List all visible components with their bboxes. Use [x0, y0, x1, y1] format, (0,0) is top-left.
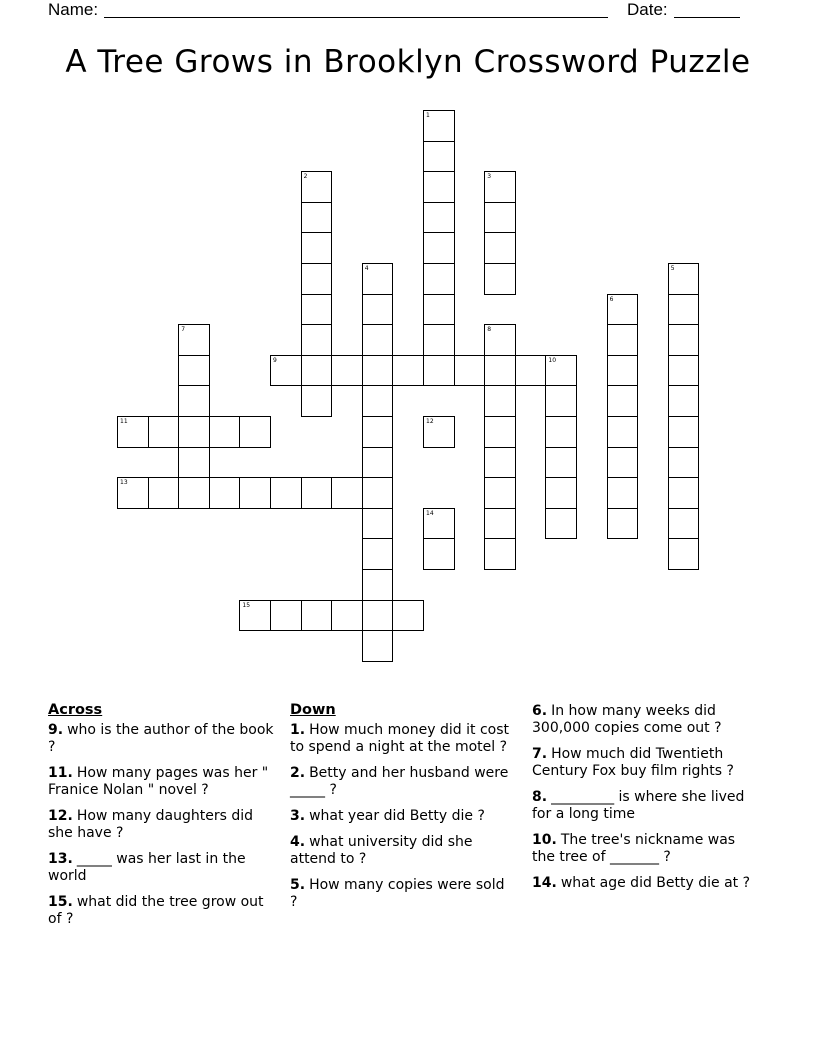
crossword-cell[interactable] [607, 416, 639, 448]
crossword-cell[interactable] [362, 630, 394, 662]
crossword-cell[interactable] [362, 508, 394, 540]
crossword-cell[interactable] [484, 385, 516, 417]
crossword-cell[interactable] [362, 538, 394, 570]
crossword-cell[interactable] [545, 447, 577, 479]
crossword-cell[interactable] [301, 324, 333, 356]
crossword-cell[interactable] [301, 600, 333, 632]
crossword-cell[interactable] [484, 324, 516, 356]
crossword-cell[interactable] [545, 477, 577, 509]
crossword-cell[interactable] [392, 600, 424, 632]
crossword-cell[interactable] [668, 324, 700, 356]
clue-item: 15. what did the tree grow out of ? [48, 894, 264, 927]
crossword-cell[interactable] [270, 477, 302, 509]
crossword-cell[interactable] [545, 355, 577, 387]
crossword-cell[interactable] [423, 324, 455, 356]
crossword-cell[interactable] [668, 385, 700, 417]
crossword-cell[interactable] [484, 171, 516, 203]
crossword-cell[interactable] [423, 232, 455, 264]
crossword-cell[interactable] [331, 600, 363, 632]
crossword-cell[interactable] [239, 600, 271, 632]
crossword-cell[interactable] [668, 538, 700, 570]
crossword-cell[interactable] [423, 416, 455, 448]
crossword-cell[interactable] [668, 294, 700, 326]
crossword-cell[interactable] [270, 600, 302, 632]
clue-item: 13. _____ was her last in the world [48, 851, 246, 884]
crossword-cell[interactable] [484, 202, 516, 234]
crossword-cell[interactable] [362, 477, 394, 509]
crossword-cell[interactable] [484, 447, 516, 479]
down-heading: Down [290, 702, 336, 718]
crossword-cell[interactable] [331, 477, 363, 509]
crossword-cell[interactable] [423, 110, 455, 142]
crossword-cell[interactable] [239, 477, 271, 509]
crossword-cell[interactable] [545, 385, 577, 417]
cell-number: 5 [670, 265, 675, 272]
crossword-cell[interactable] [545, 508, 577, 540]
across-heading: Across [48, 702, 103, 718]
cell-number: 2 [303, 173, 308, 181]
crossword-cell[interactable] [178, 385, 210, 417]
crossword-cell[interactable] [484, 355, 516, 387]
crossword-cell[interactable] [423, 263, 455, 295]
crossword-cell[interactable] [331, 355, 363, 387]
crossword-cell[interactable] [239, 416, 271, 448]
cell-number: 12 [426, 418, 434, 425]
crossword-cell[interactable] [607, 447, 639, 479]
page-title: A Tree Grows in Brooklyn Crossword Puzzle [65, 44, 751, 80]
cell-number: 14 [426, 509, 434, 517]
cell-number: 11 [120, 418, 128, 425]
crossword-cell[interactable] [423, 294, 455, 326]
crossword-cell[interactable] [668, 263, 700, 295]
cell-number: 8 [487, 326, 492, 334]
crossword-cell[interactable] [301, 477, 333, 509]
crossword-cell[interactable] [362, 294, 394, 326]
crossword-cell[interactable] [668, 355, 700, 387]
crossword-cell[interactable] [301, 294, 333, 326]
crossword-cell[interactable] [423, 171, 455, 203]
clue-item: 12. How many daughters did she have ? [48, 808, 253, 841]
crossword-cell[interactable] [392, 355, 424, 387]
crossword-cell[interactable] [362, 416, 394, 448]
crossword-cell[interactable] [117, 416, 149, 448]
clue-item: 8. _________ is where she lived for a long time [532, 789, 745, 822]
crossword-cell[interactable] [178, 447, 210, 479]
crossword-cell[interactable] [423, 538, 455, 570]
date-label: Date: [627, 0, 668, 19]
down-clues-continued [532, 703, 760, 901]
crossword-cell[interactable] [362, 447, 394, 479]
clue-item: 11. How many pages was her " Franice Nolan " novel ? [48, 765, 269, 798]
crossword-cell[interactable] [607, 477, 639, 509]
clue-item: 4. what university did she attend to ? [290, 834, 473, 867]
crossword-cell[interactable] [607, 294, 639, 326]
crossword-cell[interactable] [301, 385, 333, 417]
cell-number: 6 [609, 295, 614, 303]
crossword-cell[interactable] [301, 355, 333, 387]
crossword-cell[interactable] [178, 355, 210, 387]
crossword-cell[interactable] [484, 416, 516, 448]
clue-item: 2. Betty and her husband were _____ ? [290, 765, 509, 798]
crossword-cell[interactable] [545, 416, 577, 448]
down-clues [290, 702, 515, 920]
cell-number: 13 [120, 479, 128, 487]
crossword-cell[interactable] [515, 355, 547, 387]
clue-item: 9. who is the author of the book ? [48, 722, 274, 755]
clue-item: 6. In how many weeks did 300,000 copies come out ? [532, 703, 722, 736]
crossword-cell[interactable] [484, 508, 516, 540]
crossword-cell[interactable] [178, 416, 210, 448]
across-clues [48, 702, 276, 937]
crossword-cell[interactable] [362, 600, 394, 632]
crossword-cell[interactable] [270, 355, 302, 387]
crossword-cell[interactable] [362, 263, 394, 295]
cell-number: 15 [242, 601, 251, 609]
crossword-cell[interactable] [209, 477, 241, 509]
crossword-cell[interactable] [148, 416, 180, 448]
crossword-cell[interactable] [423, 202, 455, 234]
crossword-cell[interactable] [668, 508, 700, 540]
cell-number: 7 [181, 326, 186, 334]
crossword-cell[interactable] [178, 324, 210, 356]
cell-number: 10 [548, 356, 557, 364]
clue-item: 7. How much did Twentieth Century Fox buy film rights ? [532, 746, 734, 779]
crossword-cell[interactable] [301, 202, 333, 234]
cell-number: 1 [426, 112, 430, 119]
crossword-cell[interactable] [484, 477, 516, 509]
crossword-cell[interactable] [362, 569, 394, 601]
crossword-cell[interactable] [668, 447, 700, 479]
crossword-cell[interactable] [484, 263, 516, 295]
crossword-cell[interactable] [668, 477, 700, 509]
crossword-cell[interactable] [668, 416, 700, 448]
crossword-cell[interactable] [362, 324, 394, 356]
crossword-cell[interactable] [423, 355, 455, 387]
clue-item: 5. How many copies were sold ? [290, 877, 505, 910]
crossword-cell[interactable] [301, 232, 333, 264]
crossword-cell[interactable] [607, 508, 639, 540]
cell-number: 9 [273, 356, 277, 364]
crossword-cell[interactable] [607, 324, 639, 356]
crossword-cell[interactable] [607, 385, 639, 417]
clue-item: 3. what year did Betty die ? [290, 808, 485, 824]
crossword-cell[interactable] [484, 538, 516, 570]
crossword-cell[interactable] [484, 232, 516, 264]
crossword-cell[interactable] [423, 141, 455, 173]
cell-number: 4 [364, 265, 369, 272]
crossword-cell[interactable] [301, 263, 333, 295]
crossword-cell[interactable] [607, 355, 639, 387]
crossword-cell[interactable] [178, 477, 210, 509]
cell-number: 3 [487, 173, 492, 181]
clue-item: 1. How much money did it cost to spend a night at the motel ? [290, 722, 509, 755]
crossword-cell[interactable] [454, 355, 486, 387]
clue-item: 10. The tree's nickname was the tree of _______ ? [532, 832, 736, 865]
crossword-cell[interactable] [209, 416, 241, 448]
clue-item: 14. what age did Betty die at ? [532, 875, 751, 891]
crossword-cell[interactable] [117, 477, 149, 509]
name-label: Name: [48, 0, 99, 19]
crossword-cell[interactable] [362, 385, 394, 417]
crossword-cell[interactable] [362, 355, 394, 387]
crossword-cell[interactable] [423, 508, 455, 540]
crossword-cell[interactable] [301, 171, 333, 203]
crossword-cell[interactable] [148, 477, 180, 509]
